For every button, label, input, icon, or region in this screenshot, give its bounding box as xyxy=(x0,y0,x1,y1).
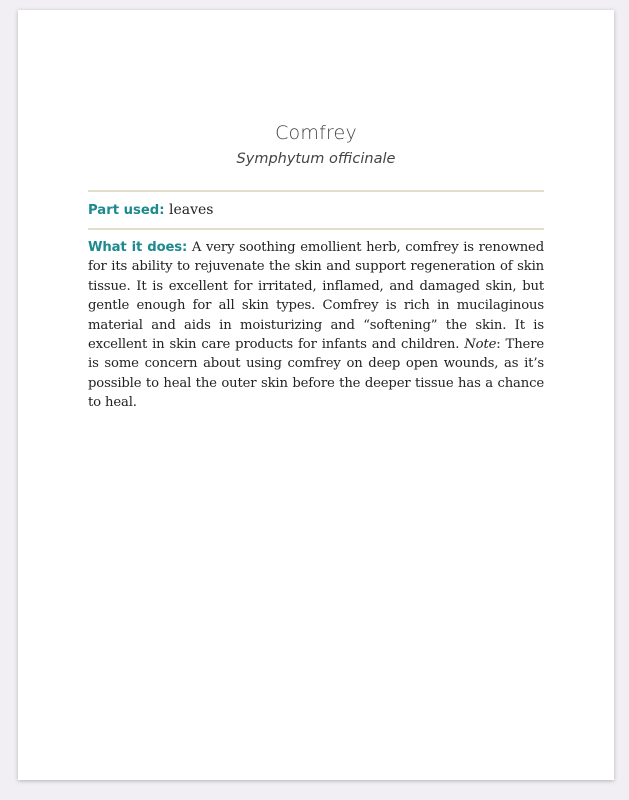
part-used-value: leaves xyxy=(168,202,214,218)
note-text: : There is some concern about using comfrey on deep open wounds, as it’s possible to heal the outer skin before the deeper tissue has a chance to heal. xyxy=(88,337,544,411)
divider-top xyxy=(88,190,544,192)
herb-title: Comfrey xyxy=(275,122,357,144)
what-it-does-text: A very soothing emollient herb, comfrey is renowned for its ability to rejuvenate the skin and support regeneration of skin tissue. It is excellent for irritated, inflamed, and damaged skin, but gentle enough for all skin types. Comfrey is rich in mucilaginous material and aids in moisturizing and “softening” the skin. It is excellent in skin care products for infants and children. xyxy=(88,240,544,353)
what-it-does-label: What it does: xyxy=(88,240,188,255)
part-used-line xyxy=(88,199,544,222)
document-page xyxy=(18,10,614,780)
divider-bottom xyxy=(88,228,544,230)
page-content xyxy=(88,120,544,413)
herb-latin-name: Symphytum officinale xyxy=(236,151,396,167)
part-used-label: Part used: xyxy=(88,203,165,218)
note-label: Note xyxy=(464,337,497,353)
what-it-does-paragraph xyxy=(88,238,544,413)
